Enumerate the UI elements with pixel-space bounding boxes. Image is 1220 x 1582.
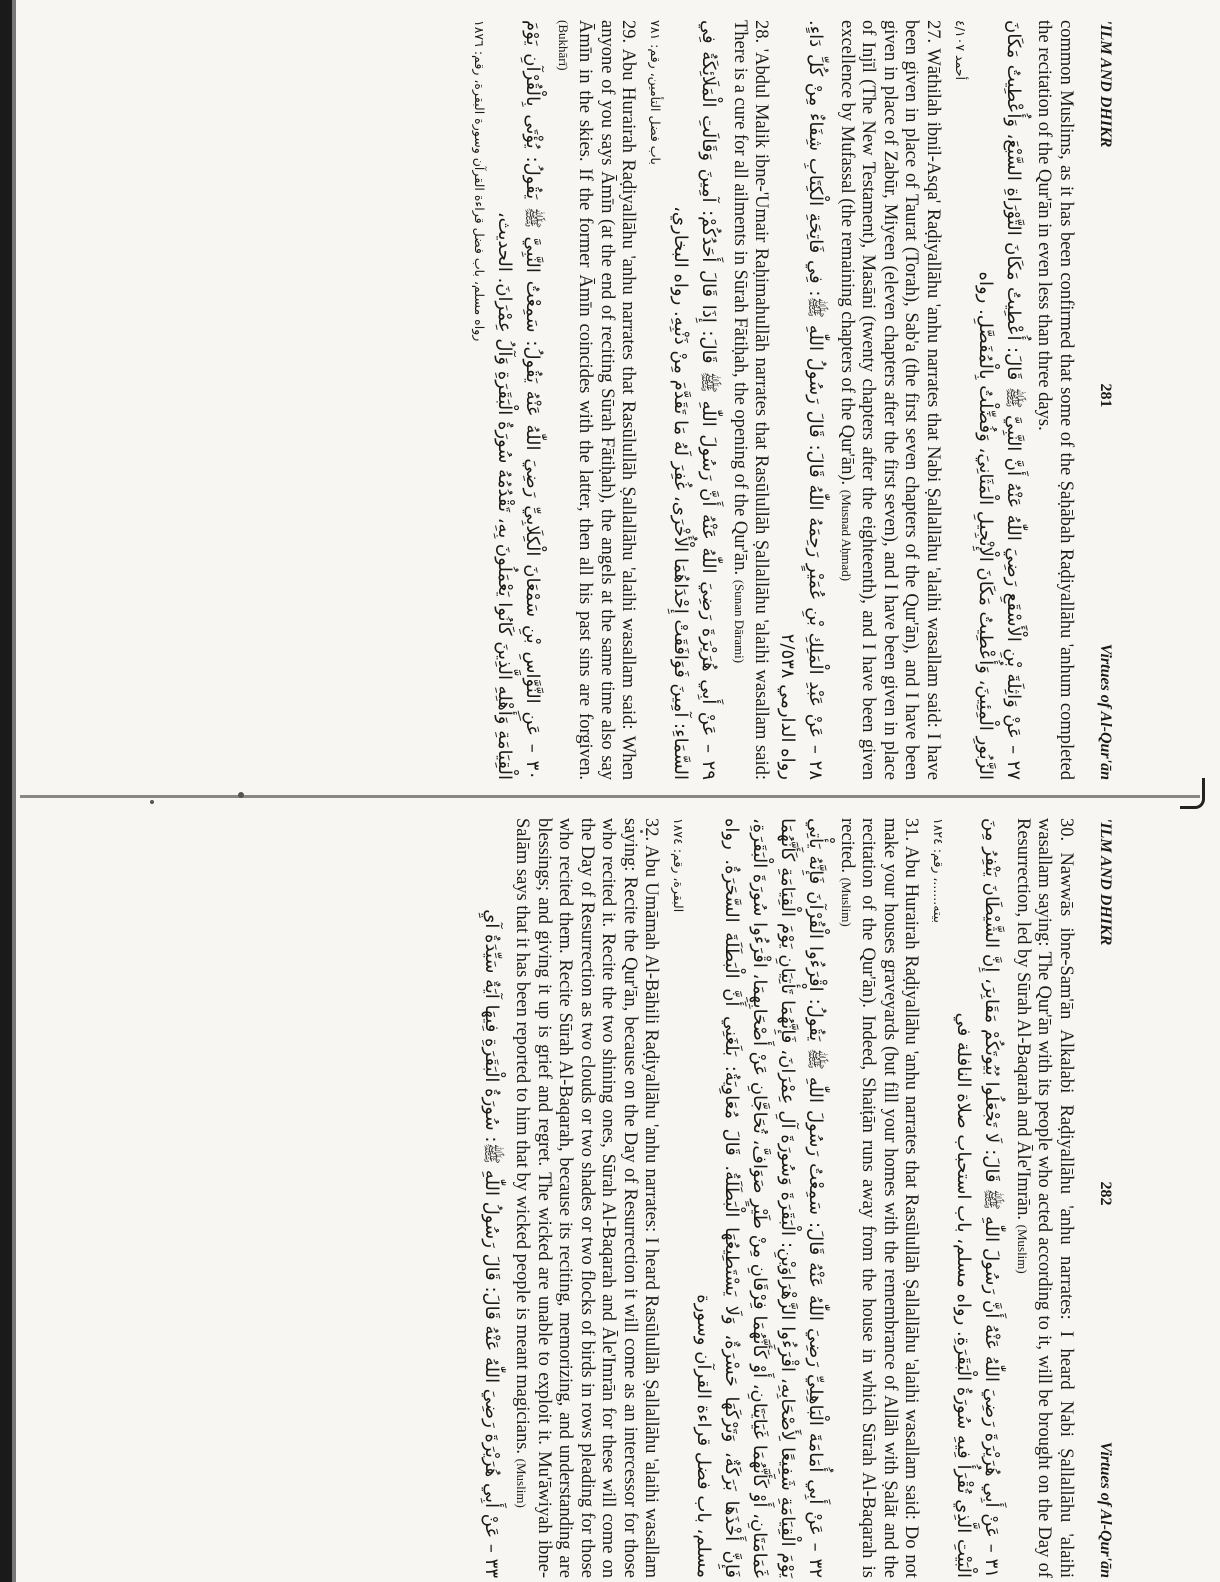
arabic-reference: باب فضل التأمين، رقم: ٧٨١ [648,20,664,165]
source-citation: (Bukhārī) [556,20,571,71]
scan-edge-shadow [0,0,12,1582]
arabic-hadith-31: ٣١ – عَنْ أَبِي هُرَيْرَةَ رَضِيَ اللّٰهُ عَنْهُ أَنَّ رَسُولَ اللّٰهِ ﷺ قَالَ: لَا تَجْعَلُوا بُيُوتَكُمْ مَقَابِرَ، إِنَّ الشَّيْطَانَ يَنْفِرُ مِنَ الْبَيْتِ الَّذِي تُقْرَأُ فِيهِ سُورَةُ الْبَقَرَةِ. رواه مسلم، باب استحباب صلاة النافلة في [953,818,1003,1578]
page-281 [60,20,1120,780]
arabic-reference: البقرة، رقم: ١٨٧٤ [671,818,687,913]
arabic-reference: بيته......، رقم: ١٨٢٤ [931,818,947,923]
page-number: 281 [1097,383,1114,408]
paragraph: common Muslims, as it has been confirmed that some of the Ṣaḥābah Raḍiyallāhu 'anhum completed the recitation of the Qur'ān in even less than three days. [1034,20,1076,780]
hadith-31-translation: 31. Abu Hurairah Raḍiyallāhu 'anhu narrates that Rasūlullāh Ṣallallāhu 'alaihi wasallam said: Do not make your houses graveyards (but fill your homes with the remembrance of Allāh with Ṣalāt and the recitation of the Qur'ān). Indeed, Shaiṭān runs away from the house in which Sūrah Al-Baqarah is recited. (Muslim) [837,818,922,1578]
arabic-hadith-32: ٣٢ – عَنْ أَبِي أُمَامَةَ الْبَاهِلِيِّ رَضِيَ اللّٰهُ عَنْهُ قَالَ: سَمِعْتُ رَسُولَ اللّٰهِ ﷺ يَقُولُ: اقْرَءُوا الْقُرْآنَ فَإِنَّهُ يَأْتِي يَوْمَ الْقِيَامَةِ شَفِيعًا لِأَصْحَابِهِ، اقْرَءُوا الزَّهْرَاوَيْنِ: الْبَقَرَةَ وَسُورَةَ آلِ عِمْرَانَ، فَإِنَّهُمَا تَأْتِيَانِ يَوْمَ الْقِيَامَةِ كَأَنَّهُمَا غَمَامَتَانِ، أَوْ كَأَنَّهُمَا غَيَايَتَانِ، أَوْ كَأَنَّهُمَا فِرْقَانِ مِنْ طَيْرٍ صَوَافَّ، تُحَاجَّانِ عَنْ أَصْحَابِهِمَا، اقْرَءُوا سُورَةَ الْبَقَرَةِ، فَإِنَّ أَخْذَهَا بَرَكَةٌ، وَتَرْكَهَا حَسْرَةٌ، وَلَا يَسْتَطِيعُهَا الْبَطَلَةُ. قَالَ مُعَاوِيَةُ: بَلَغَنِي أَنَّ الْبَطَلَةَ السَّحَرَةُ. رواه مسلم، باب فضل قراءة القرآن وسورة [693,818,827,1578]
hadith-30-translation: 30. Nawwās ibne-Sam'ān Alkalabi Raḍiyallāhu 'anhu narrates: I heard Nabi Ṣallallāhu 'alaihi wasallam saying: The Qur'ān with its people who acted according to it, will be brought on the Day of Resurrection, led by Sūrah Al-Baqarah and Āle'Imrān. (Muslim) [1013,818,1076,1578]
source-citation: (Musnad Aḥmad) [839,489,854,582]
page-divider [20,795,1200,798]
arabic-hadith-29: ٢٩ – عَنْ أَبِي هُرَيْرَةَ رَضِيَ اللّٰهُ عَنْهُ أَنَّ رَسُولَ اللّٰهِ ﷺ قَالَ: إِذَا قَالَ أَحَدُكُمْ: آمِينَ وَقَالَتِ الْمَلَائِكَةُ فِي السَّمَاءِ: آمِينَ فَوَافَقَتْ إِحْدَاهُمَا الْأُخْرَى، غُفِرَ لَهُ مَا تَقَدَّمَ مِنْ ذَنْبِهِ. رواه البخاري، [670,20,720,780]
hadith-28-translation: 28. 'Abdul Malik ibne-'Umair Raḥimahullāh narrates that Rasūlullāh Ṣallallāhu 'alaihi wasallam said: There is a cure for all ailments in Sūrah Fātiḥah, the opening of the Qur'ān. (Sunan Dārami) [730,20,772,780]
arabic-hadith-27: ٢٧ – عَنْ وَاثِلَةَ بْنِ الْأَسْقَعِ رَضِيَ اللّٰهُ عَنْهُ أَنَّ النَّبِيَّ ﷺ قَالَ: أُعْطِيتُ مَكَانَ التَّوْرَاةِ السَّبْعَ، وَأُعْطِيتُ مَكَانَ الزَّبُورِ الْمِئِينَ، وَأُعْطِيتُ مَكَانَ الْإِنْجِيلِ الْمَثَانِيَ، وَفُضِّلْتُ بِالْمُفَصَّلِ. رواه [975,20,1024,780]
running-header [1090,818,1120,1578]
scan-speck [238,792,244,798]
source-citation: (Sunan Dārami) [732,579,747,664]
arabic-hadith-28: ٢٨ – عَنْ عَبْدِ الْمَلِكِ بْنِ عُمَيْرٍ رَحِمَهُ اللّٰهُ قَالَ: قَالَ رَسُولُ اللّٰهِ ﷺ: فِي فَاتِحَةِ الْكِتَابِ شِفَاءٌ مِنْ كُلِّ دَاءٍ. رواه الدارمي ٢/٥٣٨ [777,20,827,780]
scan-speck [150,800,154,804]
page-body [463,20,1077,780]
header-chapter-title: Virtues of Al-Qur'ān [1097,643,1114,780]
source-citation: (Muslim) [1015,1224,1030,1274]
source-citation: (Muslim) [839,877,854,927]
header-section-title: 'ILM AND DHIKR [1097,818,1114,946]
hadith-32-translation: 32. Abu Umāmah Al-Bāhili Raḍiyallāhu 'anhu narrates: I heard Rasūlullāh Ṣallallāhu 'alaihi wasallam saying: Recite the Qur'ān, because on the Day of Resurrection it will come as an intercessor for those who recited it. Recite the two shining ones, Sūrah Al-Baqarah and Āle'Imrān for these will come on the Day of Resurrection as two clouds or two shades or two flocks of birds in rows pleading for those who recited them. Recite Sūrah Al-Baqarah, because its reciting, memorizing, and understanding are blessings; and giving it up is grief and regret. The wicked are unable to exploit it. Mu'āwiyah ibne-Salām says that it has been reported to him that by wicked people is meant magicians. (Muslim) [512,818,662,1578]
page-number: 282 [1097,1181,1114,1206]
hadith-29-translation: 29. Abu Hurairah Raḍiyallāhu 'anhu narrates that Rasūlullāh Ṣallallāhu 'alaihi wasallam said: When anyone of you says Āmīn (at the end of reciting Sūrah Fātiḥah), the angels at the same time also say Āmīn in the skies. If the former Āmīn coincides with the latter, then all his past sins are forgiven. (Bukhārī) [556,20,639,780]
source-citation: (Muslim) [514,1458,530,1508]
arabic-reference: أحمد ٤/١٠٧ [953,20,968,81]
header-chapter-title: Virtues of Al-Qur'ān [1097,1441,1114,1578]
hadith-27-translation: 27. Wāthilah ibnil-Asqa' Raḍiyallāhu 'anhu narrates that Nabi Ṣallallāhu 'alaihi wasallam said: I have been given in place of Taurat (Torah), Sab'a (the first seven chapters of the Qur'ān), and I have been given in place of Zabūr, Miyeen (eleven chapters after the first seven), and I have been given in place of Injīl (The New Testament), Masāni (twenty chapters after the eighteenth), and I have been given excellence by Mufassal (the remaining chapters of the Qur'ān). (Musnad Aḥmad) [837,20,943,780]
running-header [1090,20,1120,780]
page-body [475,818,1076,1578]
arabic-hadith-33: ٣٣ – عَنْ أَبِي هُرَيْرَةَ رَضِيَ اللّٰهُ عَنْهُ قَالَ: قَالَ رَسُولُ اللّٰهِ ﷺ: سُورَةُ الْبَقَرَةِ فِيهَا آيَةٌ سَيِّدَةُ آيِ [481,909,502,1578]
divider-corner-mark [1180,778,1205,809]
arabic-hadith-30: ٣٠ – عَنِ النَّوَّاسِ بْنِ سَمْعَانَ الْكِلَابِيِّ رَضِيَ اللّٰهُ عَنْهُ يَقُولُ: سَمِعْتُ النَّبِيَّ ﷺ يَقُولُ: يُؤْتَى بِالْقُرْآنِ يَوْمَ الْقِيَامَةِ وَأَهْلِهِ الَّذِينَ كَانُوا يَعْمَلُونَ بِهِ، تَقْدُمُهُ سُورَةُ الْبَقَرَةِ وَآلُ عِمْرَانَ. الحديث، [494,20,544,780]
scan-edge-shadow-inner [12,0,16,1582]
header-section-title: 'ILM AND DHIKR [1097,20,1114,148]
page-282 [60,818,1120,1578]
arabic-reference: رواه مسلم، باب فضل قراءة القرآن وسورة البقرة، رقم: ١٨٧٦ [472,20,488,342]
